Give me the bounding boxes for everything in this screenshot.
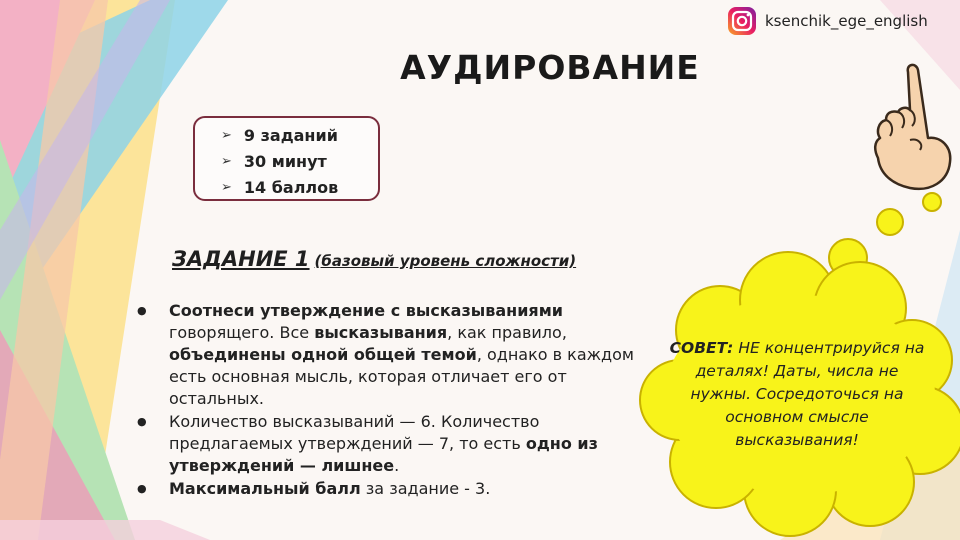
tip-body: НЕ концентрируйся на деталях! Даты, числа не нужны. Сосредоточься на основном смысле высказывания! (690, 339, 925, 449)
bullet-icon: ● (137, 415, 147, 428)
arrow-icon: ➢ (221, 180, 232, 195)
tip-label: СОВЕТ: (669, 339, 734, 357)
list-item (135, 300, 655, 410)
brand-header (727, 6, 928, 36)
bullet-list (135, 300, 655, 501)
bullet-icon: ● (137, 304, 147, 317)
summary-item-text: 9 заданий (243, 126, 338, 145)
list-item (135, 478, 655, 500)
bullet-icon: ● (137, 482, 147, 495)
summary-item-text: 14 баллов (243, 178, 339, 197)
task-title: ЗАДАНИЕ 1 (172, 247, 310, 271)
instagram-icon[interactable] (727, 6, 757, 36)
arrow-icon: ➢ (221, 154, 232, 169)
page-title: АУДИРОВАНИЕ (400, 48, 700, 87)
list-item (135, 411, 655, 477)
arrow-icon: ➢ (221, 128, 232, 143)
task-subtitle: (базовый уровень сложности) (314, 252, 577, 270)
summary-item (221, 149, 378, 175)
summary-item-text: 30 минут (243, 152, 327, 171)
list-item-text: Количество высказываний — 6. Количество предлагаемых утверждений — 7, то есть одно из утверждений — лишнее. (169, 412, 598, 475)
tip-text (668, 337, 926, 452)
summary-item (221, 175, 378, 201)
list-item-text: Максимальный балл за задание - 3. (169, 479, 491, 498)
task-heading (172, 247, 576, 271)
summary-box (193, 116, 380, 201)
summary-item (221, 123, 378, 149)
brand-name[interactable]: ksenchik_ege_english (765, 12, 928, 30)
list-item-text: Соотнеси утверждение с высказываниями говорящего. Все высказывания, как правило, объединены одной общей темой, однако в каждом есть основная мысль, которая отличает его от остальных. (169, 301, 634, 408)
